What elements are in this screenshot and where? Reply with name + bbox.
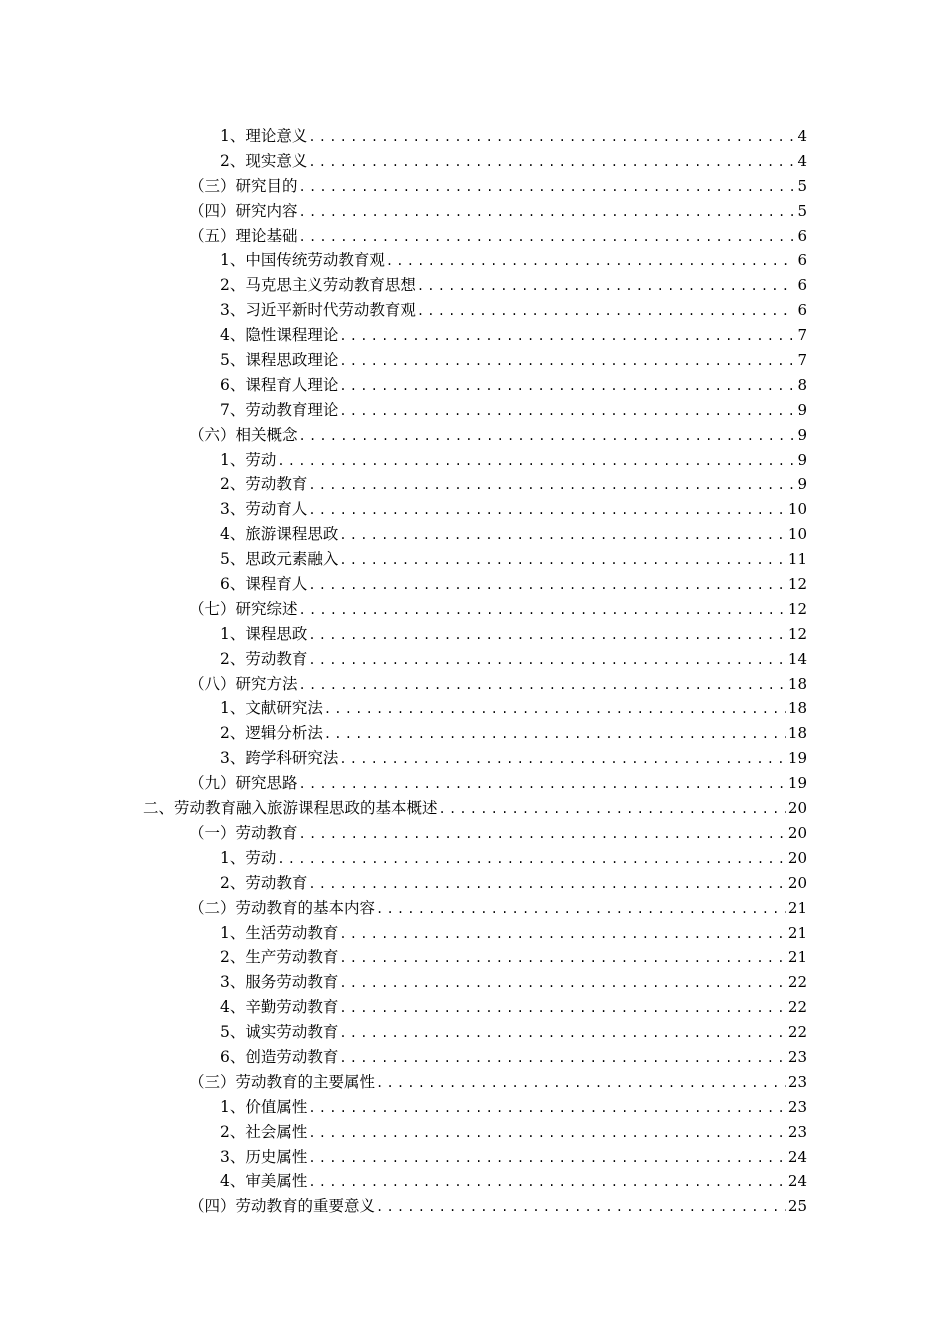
toc-entry[interactable] [0,497,950,522]
toc-dot-leader [339,971,786,996]
toc-dot-leader [277,847,786,872]
toc-page-number: 25 [787,1197,807,1216]
toc-page-number: 5 [797,176,807,195]
toc-entry[interactable] [0,597,950,622]
toc-dot-leader [339,523,786,548]
toc-entry-title: （二）劳动教育的基本内容 [189,898,376,917]
toc-entry[interactable] [0,1095,950,1120]
toc-page-number: 22 [787,1023,807,1042]
toc-entry[interactable] [0,522,950,547]
toc-page-number: 24 [787,1172,807,1191]
toc-entry-title: 5、思政元素融入 [220,550,339,569]
toc-entry[interactable] [0,945,950,970]
toc-entry[interactable] [0,248,950,273]
toc-entry[interactable] [0,821,950,846]
toc-entry-title: 二、劳动教育融入旅游课程思政的基本概述 [143,799,438,818]
toc-dot-leader [308,872,786,897]
toc-page-number: 21 [787,898,807,917]
toc-page-number: 9 [797,475,807,494]
toc-page-number: 18 [787,699,807,718]
toc-entry-title: 1、价值属性 [220,1097,308,1116]
toc-dot-leader [308,1170,786,1195]
toc-dot-leader [339,349,795,374]
toc-entry-title: 5、课程思政理论 [220,351,339,370]
toc-entry[interactable] [0,796,950,821]
toc-entry[interactable] [0,647,950,672]
toc-dot-leader [308,473,795,498]
toc-page-number: 12 [787,624,807,643]
toc-page-number: 21 [787,948,807,967]
toc-entry-title: 1、理论意义 [220,127,308,145]
toc-dot-leader [324,722,786,747]
toc-entry-title: 6、课程育人理论 [220,375,339,394]
toc-entry[interactable] [0,672,950,697]
toc-entry[interactable] [0,871,950,896]
toc-entry[interactable] [0,846,950,871]
toc-entry-title: 3、服务劳动教育 [220,973,339,992]
toc-page-number: 7 [797,351,807,370]
toc-entry-title: 2、现实意义 [220,151,308,170]
toc-entry-title: （八）研究方法 [189,674,298,693]
toc-entry-title: 1、劳动 [220,848,277,867]
toc-entry-title: 1、课程思政 [220,624,308,643]
toc-dot-leader [299,424,796,449]
toc-entry-title: 3、习近平新时代劳动教育观 [220,301,416,320]
toc-page-number: 10 [787,500,807,519]
toc-dot-leader [339,1021,786,1046]
toc-entry-title: 6、创造劳动教育 [220,1047,339,1066]
toc-dot-leader [308,648,786,673]
toc-entry-title: 4、隐性课程理论 [220,326,339,345]
toc-page-number: 19 [787,749,807,768]
toc-page-number: 4 [797,151,807,170]
toc-dot-leader [376,1195,786,1220]
toc-entry-title: 2、逻辑分析法 [220,724,323,743]
toc-entry-title: 1、生活劳动教育 [220,923,339,942]
toc-dot-leader [339,996,786,1021]
toc-entry[interactable] [0,1045,950,1070]
toc-entry-title: 1、文献研究法 [220,699,323,718]
toc-page-number: 12 [787,575,807,594]
toc-entry[interactable] [0,398,950,423]
toc-entry[interactable] [0,423,950,448]
toc-dot-leader [299,200,796,225]
toc-dot-leader [339,324,795,349]
toc-entry-title: （九）研究思路 [189,774,298,793]
toc-dot-leader [439,797,786,822]
toc-dot-leader [339,747,786,772]
toc-entry-title: （四）劳动教育的重要意义 [189,1197,376,1216]
toc-entry-title: （三）劳动教育的主要属性 [189,1072,376,1091]
toc-page-number: 22 [787,998,807,1017]
toc-dot-leader [308,125,795,150]
toc-entry[interactable] [0,547,950,572]
toc-dot-leader [339,399,795,424]
toc-page-number: 23 [787,1097,807,1116]
toc-entry[interactable] [0,572,950,597]
toc-dot-leader [339,548,786,573]
toc-page-number: 20 [787,823,807,842]
toc-page-number: 7 [797,326,807,345]
toc-page-number: 6 [797,301,807,320]
toc-page-number: 23 [787,1122,807,1141]
toc-page-number: 14 [787,649,807,668]
toc-page-number: 6 [797,276,807,295]
toc-entry[interactable] [0,921,950,946]
toc-page-number: 23 [787,1047,807,1066]
toc-entry[interactable] [0,373,950,398]
toc-entry-title: 1、劳动 [220,450,277,469]
toc-entry-title: （五）理论基础 [189,226,298,245]
toc-page-number: 11 [787,550,807,569]
toc-entry[interactable] [0,1169,950,1194]
toc-entry[interactable] [0,124,950,149]
toc-entry-title: （四）研究内容 [189,201,298,220]
toc-entry-title: 4、审美属性 [220,1172,308,1191]
toc-dot-leader [339,374,795,399]
toc-entry[interactable] [0,323,950,348]
toc-entry-title: 2、劳动教育 [220,475,308,494]
toc-page-number: 22 [787,973,807,992]
toc-dot-leader [299,598,786,623]
toc-dot-leader [324,697,786,722]
toc-page-number: 9 [797,450,807,469]
toc-entry-title: 1、中国传统劳动教育观 [220,251,385,270]
toc-entry[interactable] [0,298,950,323]
toc-dot-leader [277,449,795,474]
toc-dot-leader [308,150,795,175]
toc-entry[interactable] [0,970,950,995]
toc-entry[interactable] [0,1020,950,1045]
toc-entry-title: 3、劳动育人 [220,500,308,519]
toc-entry[interactable] [0,224,950,249]
toc-entry[interactable] [0,896,950,921]
toc-entry-title: （一）劳动教育 [189,823,298,842]
toc-entry[interactable] [0,746,950,771]
toc-dot-leader [308,498,786,523]
toc-entry-title: 2、劳动教育 [220,873,308,892]
toc-page-number: 12 [787,599,807,618]
toc-entry[interactable] [0,995,950,1020]
toc-page-number: 24 [787,1147,807,1166]
toc-entry[interactable] [0,472,950,497]
toc-dot-leader [339,922,786,947]
toc-entry[interactable] [0,149,950,174]
toc-page-number: 4 [797,127,807,145]
toc-entry-title: 2、生产劳动教育 [220,948,339,967]
toc-dot-leader [299,225,796,250]
toc-entry-title: 3、历史属性 [220,1147,308,1166]
toc-page-number: 19 [787,774,807,793]
toc-entry-title: 4、辛勤劳动教育 [220,998,339,1017]
toc-entry[interactable] [0,771,950,796]
toc-entry-title: 2、马克思主义劳动教育思想 [220,276,416,295]
toc-dot-leader [308,623,786,648]
toc-entry[interactable] [0,1120,950,1145]
toc-dot-leader [339,1046,786,1071]
toc-entry-title: （七）研究综述 [189,599,298,618]
toc-entry-title: 6、课程育人 [220,575,308,594]
toc-entry-title: 3、跨学科研究法 [220,749,339,768]
toc-page-number: 9 [797,425,807,444]
toc-dot-leader [308,1146,786,1171]
toc-entry[interactable] [0,448,950,473]
toc-page-number: 18 [787,674,807,693]
toc-dot-leader [299,772,786,797]
toc-entry-title: 4、旅游课程思政 [220,525,339,544]
toc-entry[interactable] [0,174,950,199]
toc-dot-leader [299,822,786,847]
toc-dot-leader [376,1071,786,1096]
toc-page-number: 23 [787,1072,807,1091]
toc-page-number: 8 [797,375,807,394]
toc-entry[interactable] [0,199,950,224]
toc-dot-leader [299,175,796,200]
toc-entry[interactable] [0,1145,950,1170]
toc-entry[interactable] [0,696,950,721]
toc-entry-title: （三）研究目的 [189,176,298,195]
toc-page-number: 18 [787,724,807,743]
toc-dot-leader [308,1121,786,1146]
toc-entry-title: （六）相关概念 [189,425,298,444]
toc-entry-title: 2、社会属性 [220,1122,308,1141]
toc-entry[interactable] [0,348,950,373]
toc-entry-title: 2、劳动教育 [220,649,308,668]
toc-page-number: 20 [787,873,807,892]
toc-page-number: 20 [787,848,807,867]
toc-page-number: 9 [797,400,807,419]
table-of-contents [0,124,950,1219]
toc-dot-leader [417,299,796,324]
toc-entry-title: 7、劳动教育理论 [220,400,339,419]
toc-entry[interactable] [0,1070,950,1095]
toc-page-number: 6 [797,226,807,245]
toc-entry[interactable] [0,622,950,647]
toc-page-number: 10 [787,525,807,544]
toc-entry[interactable] [0,721,950,746]
toc-dot-leader [299,673,786,698]
toc-page-number: 20 [787,799,807,818]
toc-dot-leader [376,897,786,922]
toc-entry[interactable] [0,1194,950,1219]
toc-entry-title: 5、诚实劳动教育 [220,1023,339,1042]
toc-page-number: 6 [797,251,807,270]
toc-dot-leader [386,249,796,274]
toc-dot-leader [308,573,786,598]
toc-page-number: 5 [797,201,807,220]
toc-dot-leader [339,946,786,971]
toc-entry[interactable] [0,273,950,298]
toc-page-number: 21 [787,923,807,942]
toc-dot-leader [308,1096,786,1121]
toc-dot-leader [417,274,796,299]
